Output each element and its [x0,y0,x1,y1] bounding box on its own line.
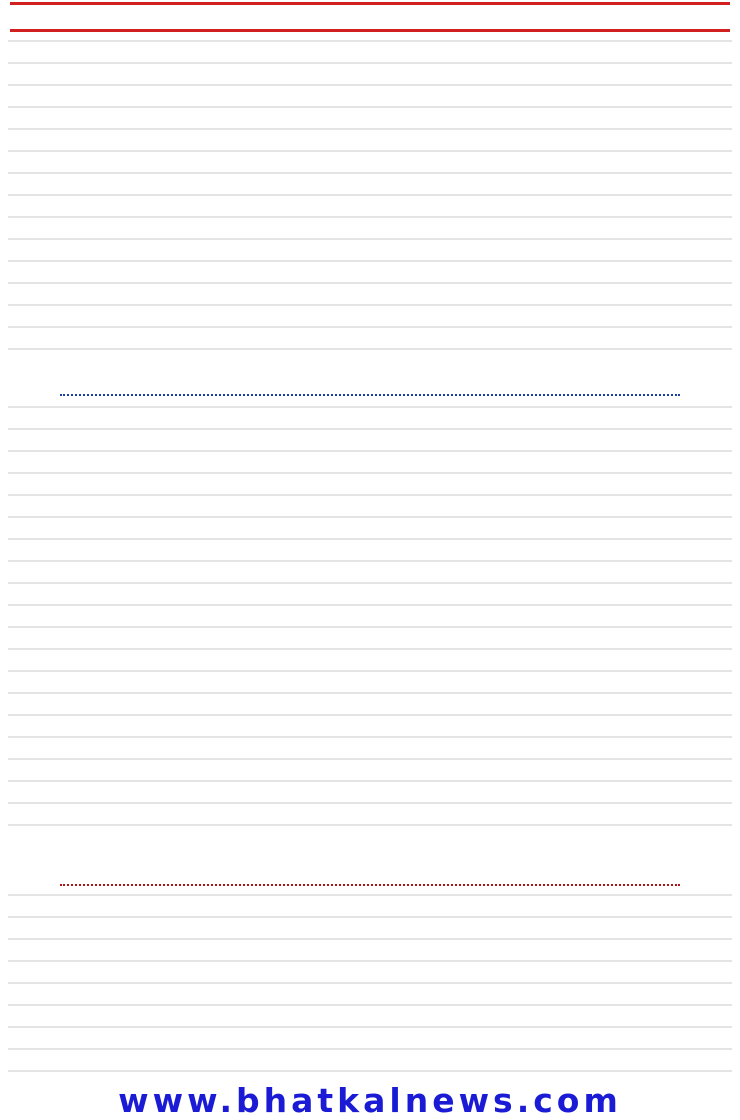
article-3-headline [60,856,680,886]
main-headline [10,2,730,32]
site-url-banner[interactable]: www.bhatkalnews.com [118,1081,622,1120]
article-1-body [8,40,732,358]
article-3-body [8,894,732,1074]
article-2-body [8,406,732,846]
article-2-headline [60,366,680,396]
